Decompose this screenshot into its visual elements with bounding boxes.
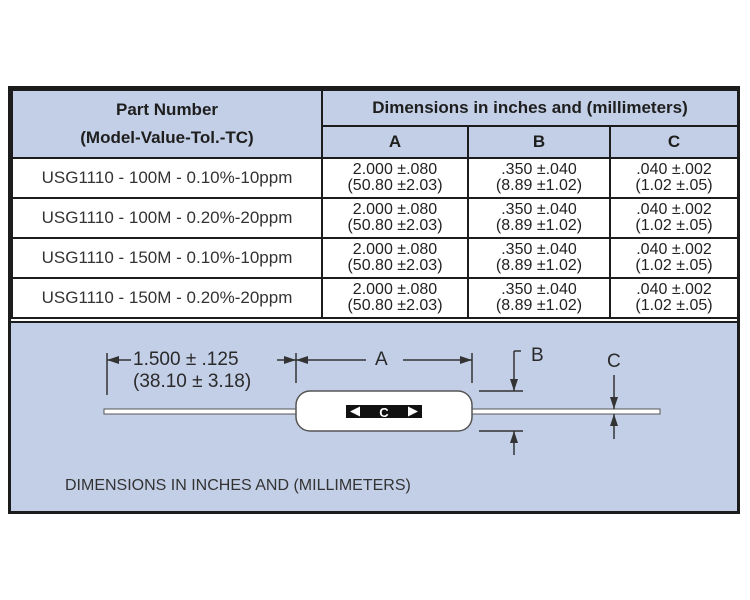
- drawing-caption: DIMENSIONS IN INCHES AND (MILLIMETERS): [65, 477, 411, 494]
- lead-length-label: 1.500 ± .125: [133, 349, 239, 370]
- dim-a-cell: 2.000 ±.080 (50.80 ±2.03): [322, 198, 468, 238]
- spec-panel: [8, 86, 740, 514]
- dimensions-header: Dimensions in inches and (millimeters): [322, 90, 738, 126]
- part-number-header: [12, 90, 322, 158]
- dim-a-cell: 2.000 ±.080 (50.80 ±2.03): [322, 158, 468, 198]
- table-row: [12, 278, 738, 318]
- column-header-c: C: [610, 126, 738, 158]
- dim-b-cell: .350 ±.040 (8.89 ±1.02): [468, 198, 610, 238]
- dim-b-cell: .350 ±.040 (8.89 ±1.02): [468, 278, 610, 318]
- column-header-a: A: [322, 126, 468, 158]
- body-marking-letter: C: [379, 405, 389, 420]
- dim-c-cell: .040 ±.002 (1.02 ±.05): [610, 158, 738, 198]
- dimensions-table: [11, 89, 739, 319]
- dim-a-cell: 2.000 ±.080 (50.80 ±2.03): [322, 278, 468, 318]
- dim-c-cell: .040 ±.002 (1.02 ±.05): [610, 198, 738, 238]
- part-number-label: Part Number: [115, 100, 219, 119]
- part-number-cell: USG1110 - 100M - 0.10%-10ppm: [12, 158, 322, 198]
- part-number-cell: USG1110 - 100M - 0.20%-20ppm: [12, 198, 322, 238]
- dim-c-cell: .040 ±.002 (1.02 ±.05): [610, 238, 738, 278]
- part-number-cell: USG1110 - 150M - 0.10%-10ppm: [12, 238, 322, 278]
- table-row: [12, 158, 738, 198]
- part-number-sublabel: (Model-Value-Tol.-TC): [80, 128, 254, 147]
- resistor-drawing: [11, 321, 737, 511]
- dim-c-cell: .040 ±.002 (1.02 ±.05): [610, 278, 738, 318]
- dimension-c-label: C: [607, 351, 621, 372]
- table-row: [12, 198, 738, 238]
- dimension-b-label: B: [531, 345, 544, 366]
- dim-b-cell: .350 ±.040 (8.89 ±1.02): [468, 238, 610, 278]
- column-header-b: B: [468, 126, 610, 158]
- lead-length-mm-label: (38.10 ± 3.18): [133, 371, 252, 392]
- part-number-cell: USG1110 - 150M - 0.20%-20ppm: [12, 278, 322, 318]
- dimension-a-label: A: [375, 349, 388, 370]
- table-row: [12, 238, 738, 278]
- dim-b-cell: .350 ±.040 (8.89 ±1.02): [468, 158, 610, 198]
- dim-a-cell: 2.000 ±.080 (50.80 ±2.03): [322, 238, 468, 278]
